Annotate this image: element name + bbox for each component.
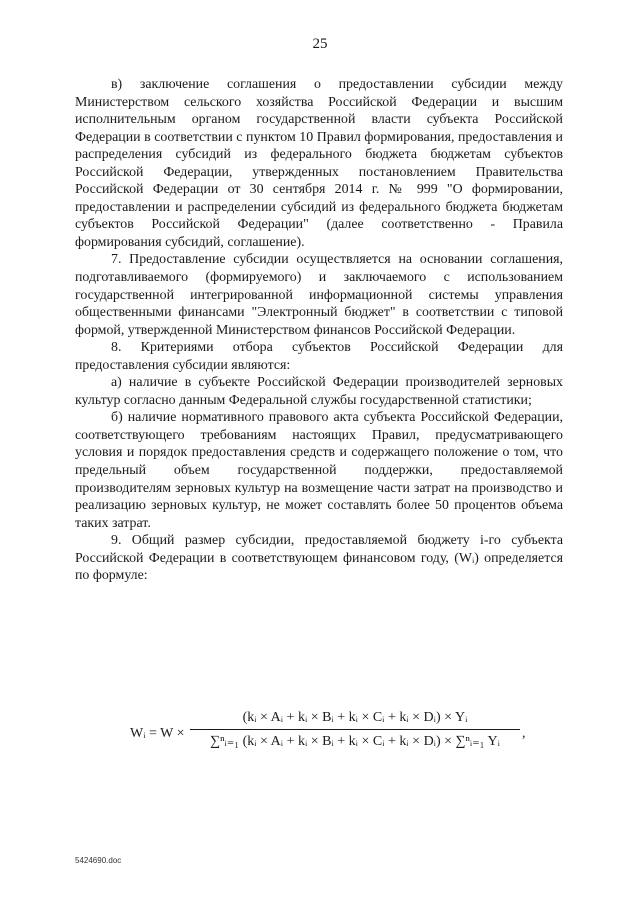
- document-body: [75, 76, 563, 585]
- formula-denominator: ∑ⁿᵢ₌₁ (kᵢ × Aᵢ + kᵢ × Bᵢ + kᵢ × Cᵢ + kᵢ × Dᵢ) × ∑ⁿᵢ₌₁ Yᵢ: [210, 734, 500, 749]
- page-number: 25: [312, 36, 328, 52]
- formula-numerator: (kᵢ × Aᵢ + kᵢ × Bᵢ + kᵢ × Cᵢ + kᵢ × Dᵢ) × Yᵢ: [190, 708, 520, 730]
- paragraph-7: 7. Предоставление субсидии осуществляется на основании соглашения, подготавливаемого (формируемого) и заключаемого с использованием государственной интегрированной информационной системы управления общественными финансами "Электронный бюджет" в соответствии с типовой формой, утвержденной Министерством финансов Российской Федерации.: [75, 252, 563, 338]
- paragraph-v: в) заключение соглашения о предоставлении субсидии между Министерством сельского хозяйства Российской Федерации и высшим исполнительным органом государственной власти субъекта Российской Федерации в соответствии с пунктом 10 Правил формирования, предоставления и распределения субсидий из федерального бюджета бюджетам субъектов Российской Федерации, утвержденных постановлением Правительства Российской Федерации от 30 сентября 2014 г. № 999 "О формировании, предоставлении и распределении субсидий из федерального бюджета бюджетам субъектов Российской Федерации" (далее соответственно - Правила формирования субсидий, соглашение).: [75, 77, 563, 250]
- formula-fraction: [190, 708, 520, 750]
- subsidy-formula: [130, 708, 550, 768]
- paragraph-8a: а) наличие в субъекте Российской Федерации производителей зерновых культур согласно данным Федеральной службы государственной статистики;: [75, 375, 563, 408]
- paragraph-9: 9. Общий размер субсидии, предоставляемой бюджету i-го субъекта Российской Федерации в соответствующем финансовом году, (Wᵢ) определяется по формуле:: [75, 533, 563, 584]
- paragraph-8b: б) наличие нормативного правового акта субъекта Российской Федерации, соответствующего требованиям настоящих Правил, предусматривающего условия и порядок предоставления средств и содержащего положение о том, что предельный объем государственной поддержки, предоставляемой производителям зерновых культур на возмещение части затрат на производство и реализацию зерновых культур, не может составлять более 50 процентов объема таких затрат.: [75, 410, 563, 531]
- paragraph-8: 8. Критериями отбора субъектов Российской Федерации для предоставления субсидии являются:: [75, 340, 563, 373]
- document-file-id: 5424690.doc: [75, 856, 122, 865]
- formula-lhs: Wᵢ = W ×: [130, 726, 185, 741]
- formula-trailing-comma: ,: [522, 726, 526, 741]
